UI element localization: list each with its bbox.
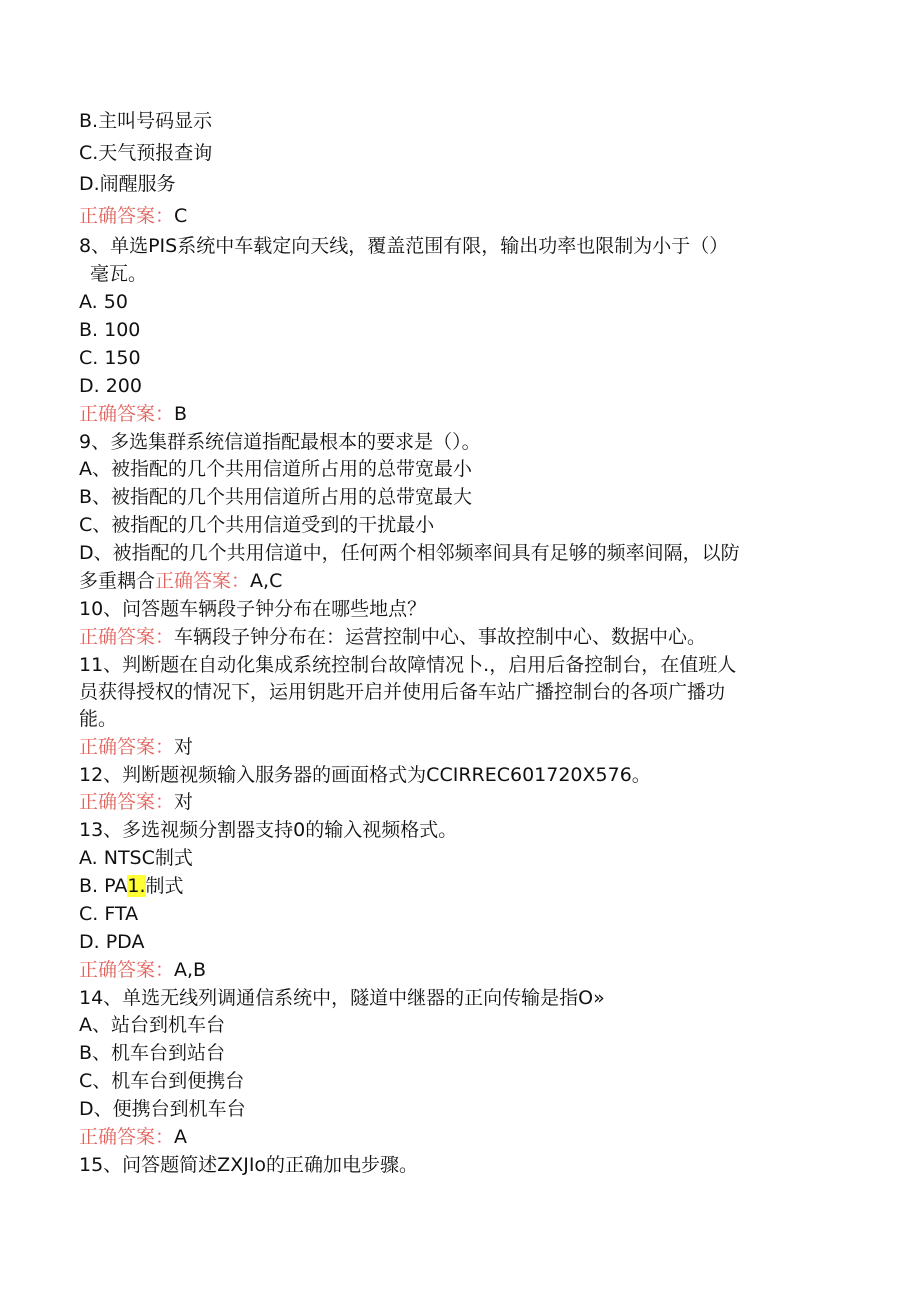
q9-option-d-line1: D、被指配的几个共用信道中，任何两个相邻频率间具有足够的频率间隔，以防 [79,542,740,564]
answer-label: 正确答案： [79,736,175,758]
answer-label: 正确答案： [79,626,175,648]
answer-value: B [174,403,188,425]
q11-stem-line3: 能。 [79,708,118,730]
answer-value: A [174,1126,188,1148]
answer-value: 对 [174,791,194,813]
answer-label: 正确答案： [79,205,175,227]
answer-label: 正确答案： [79,959,175,981]
q12-stem: 12、判断题视频输入服务器的画面格式为CCIRREC601720X576。 [79,764,651,786]
q9-option-d-line2-with-answer [79,567,839,595]
q14-stem: 14、单选无线列调通信系统中，隧道中继器的正向传输是指O» [79,987,605,1009]
highlighted-text: 1. [127,875,146,897]
q15-stem: 15、问答题简述ZXJIo的正确加电步骤。 [79,1154,419,1176]
q7-option-c: C.天气预报查询 [79,142,213,164]
answer-label: 正确答案： [155,570,251,592]
q11-stem-line2: 员获得授权的情况下，运用钥匙开启并使用后备车站广播控制台的各项广播功 [79,681,726,703]
answer-value: 对 [174,736,194,758]
q11-answer [79,733,839,761]
q7-answer [79,202,839,230]
q13-stem: 13、多选视频分割器支持0的输入视频格式。 [79,819,458,841]
q9-option-a: A、被指配的几个共用信道所占用的总带宽最小 [79,458,472,480]
q7-option-b: B.主叫号码显示 [79,110,213,132]
q13-option-d: D. PDA [79,931,145,953]
q13-answer [79,956,839,984]
answer-label: 正确答案： [79,791,175,813]
answer-label: 正确答案： [79,1126,175,1148]
answer-value: A,B [174,959,207,981]
q8-option-c: C. 150 [79,347,141,369]
q8-option-b: B. 100 [79,319,141,341]
q9-stem: 9、多选集群系统信道指配最根本的要求是（）。 [79,431,481,453]
q8-option-a: A. 50 [79,291,128,313]
q14-option-c: C、机车台到便携台 [79,1070,245,1092]
q8-answer [79,400,839,428]
q9-option-c: C、被指配的几个共用信道受到的干扰最小 [79,514,435,536]
q8-option-d: D. 200 [79,375,142,397]
q13-option-c: C. FTA [79,903,139,925]
q7-option-d: D.闹醒服务 [79,173,176,195]
q14-option-b: B、机车台到站台 [79,1042,226,1064]
q8-stem-line1: 8、单选PIS系统中车载定向天线，覆盖范围有限，输出功率也限制为小于（） [79,235,729,257]
q14-option-a: A、站台到机车台 [79,1014,225,1036]
answer-value: 车辆段子钟分布在：运营控制中心、事故控制中心、数据中心。 [174,626,707,648]
q13-option-b-suffix: 制式 [145,875,184,897]
q13-option-b-prefix: B. PA [79,875,128,897]
q10-answer [79,623,839,651]
q13-option-b [79,872,839,900]
q13-option-a: A. NTSC制式 [79,847,193,869]
q9-option-b: B、被指配的几个共用信道所占用的总带宽最大 [79,486,473,508]
q11-stem-line1: 11、判断题在自动化集成系统控制台故障情况卜.，启用后备控制台，在值班人 [79,654,737,676]
q10-stem: 10、问答题车辆段子钟分布在哪些地点？ [79,598,427,620]
q14-option-d: D、便携台到机车台 [79,1098,246,1120]
answer-value: C [174,205,188,227]
answer-label: 正确答案： [79,403,175,425]
q12-answer [79,788,839,816]
answer-value: A,C [250,570,283,592]
q8-stem-line2: 毫瓦。 [90,263,148,285]
q14-answer [79,1123,839,1151]
q9-option-d-line2: 多重耦合 [79,570,156,592]
